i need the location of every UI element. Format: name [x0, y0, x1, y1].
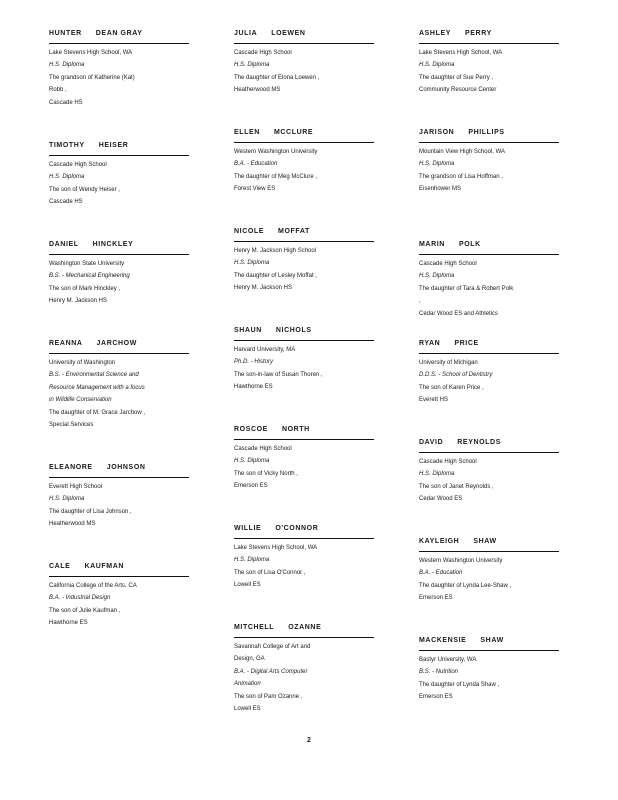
family-line: The daughter of Elona Loewen , — [234, 74, 320, 81]
school-line: University of Washington — [49, 360, 116, 366]
first-name: TIMOTHY — [49, 142, 85, 149]
first-name: RYAN — [419, 340, 441, 347]
school-line: University of Michigan — [419, 360, 478, 366]
graduate-entry — [49, 462, 189, 531]
last-name: NORTH — [281, 426, 310, 433]
degree-line-line: B.S. - Environmental Science and — [49, 372, 139, 379]
last-name: PERRY — [465, 30, 492, 37]
last-name: REYNOLDS — [457, 439, 501, 446]
degree-line: B.A. - Education — [419, 570, 463, 577]
last-name: LOEWEN — [271, 30, 306, 37]
family-line: The son of Lisa O'Connor , — [234, 569, 306, 576]
name-underline — [234, 340, 374, 341]
graduate-name — [49, 239, 189, 251]
degree-line-line: in Wildlife Conservation — [49, 397, 112, 404]
last-name: NICHOLS — [275, 327, 312, 334]
graduate-name — [49, 140, 189, 152]
last-name: PRICE — [454, 340, 479, 347]
name-underline — [419, 452, 559, 453]
name-underline — [419, 650, 559, 651]
school-line: Cascade High School — [49, 162, 107, 168]
school-line: Lake Stevens High School, WA — [234, 545, 318, 551]
graduate-entry — [234, 127, 374, 196]
home-line: Lowell ES — [234, 582, 261, 589]
graduate-name — [234, 523, 374, 535]
home-line: Emerson ES — [234, 483, 268, 490]
home-line: Henry M. Jackson HS — [234, 285, 293, 292]
page-number: 2 — [307, 737, 311, 744]
graduate-entry — [234, 28, 374, 97]
graduate-name — [234, 325, 374, 337]
first-name: MARIN — [419, 241, 445, 248]
graduate-entry — [234, 226, 374, 295]
graduate-name — [419, 239, 559, 251]
graduate-entry — [419, 536, 559, 605]
last-name: KAUFMAN — [84, 563, 125, 570]
home-line: Cedar Wood ES and Athletics — [419, 310, 498, 317]
graduate-entry — [234, 622, 374, 715]
graduate-name — [49, 338, 189, 350]
name-underline — [49, 155, 189, 156]
home-line: Eisenhower MS — [419, 186, 462, 193]
degree-line: H.S. Diploma — [419, 62, 455, 69]
graduate-entry — [234, 325, 374, 394]
first-name: NICOLE — [234, 228, 265, 235]
graduate-name — [419, 338, 559, 350]
first-name: DANIEL — [49, 241, 79, 248]
first-name: ELLEN — [234, 129, 260, 136]
school-line: Mountain View High School, WA — [419, 149, 506, 155]
home-line: Heatherwood MS — [49, 521, 96, 528]
home-line: Heatherwood MS — [234, 87, 281, 94]
last-name: MOFFAT — [278, 228, 310, 235]
degree-line: B.A. - Education — [234, 161, 278, 168]
home-line: Emerson ES — [419, 595, 453, 602]
home-line: Emerson ES — [419, 694, 453, 701]
last-name: JOHNSON — [106, 464, 146, 471]
graduate-entry — [49, 338, 189, 431]
graduate-entry — [49, 28, 189, 109]
graduate-entry — [234, 523, 374, 592]
home-line: Community Resource Center — [419, 87, 497, 94]
last-name: SHAW — [480, 637, 504, 644]
school-line: Everett High School — [49, 484, 103, 490]
name-underline — [234, 142, 374, 143]
family-line-line: Robb , — [49, 87, 67, 94]
family-line: The son of Mark Hinckley , — [49, 285, 121, 292]
school-line: Cascade High School — [419, 459, 477, 465]
first-name: ELEANORE — [49, 464, 93, 471]
first-name: DAVID — [419, 439, 444, 446]
home-line: Hawthorne ES — [49, 620, 88, 627]
family-line: The son-in-law of Susan Thoren , — [234, 371, 323, 378]
degree-line: H.S. Diploma — [234, 62, 270, 69]
last-name: SHAW — [473, 538, 497, 545]
family-line: The daughter of Lesley Moffat , — [234, 272, 317, 279]
name-underline — [419, 551, 559, 552]
family-line: The daughter of M. Grace Jarchow , — [49, 409, 146, 416]
degree-line: H.S. Diploma — [419, 273, 455, 280]
first-name: WILLIE — [234, 525, 262, 532]
school-line: Western Washington University — [419, 558, 503, 564]
family-line-line: The daughter of Tara & Robert Polk — [419, 285, 514, 292]
name-underline — [49, 576, 189, 577]
graduate-name — [419, 635, 559, 647]
home-line: Hawthorne ES — [234, 384, 273, 391]
name-underline — [234, 43, 374, 44]
home-line: Cascade HS — [49, 199, 83, 206]
degree-line-line: Resource Management with a focus — [49, 384, 145, 391]
family-line: The son of Julie Kaufman , — [49, 607, 121, 614]
graduate-entry — [419, 239, 559, 320]
graduate-name — [419, 536, 559, 548]
degree-line: B.S. - Nutrition — [419, 669, 459, 676]
graduate-name — [49, 462, 189, 474]
graduate-entry — [419, 437, 559, 506]
family-line: The grandson of Lisa Hoffman , — [419, 173, 503, 180]
home-line: Forest View ES — [234, 186, 276, 193]
last-name: OZANNE — [288, 624, 322, 631]
first-name: SHAUN — [234, 327, 262, 334]
degree-line: B.A. - Industrial Design — [49, 595, 111, 602]
name-underline — [49, 477, 189, 478]
name-underline — [234, 241, 374, 242]
degree-line: Ph.D. - History — [234, 359, 274, 366]
first-name: CALE — [49, 563, 71, 570]
family-line: The son of Pam Ozanne , — [234, 693, 303, 700]
first-name: MACKENSIE — [419, 637, 467, 644]
name-underline — [419, 353, 559, 354]
family-line: The daughter of Lynda Shaw , — [419, 681, 500, 688]
name-underline — [49, 353, 189, 354]
family-line: The son of Karen Price , — [419, 384, 484, 391]
degree-line: H.S. Diploma — [49, 62, 85, 69]
school-line-line: Savannah College of Art and — [234, 644, 311, 650]
family-line-line: , — [419, 298, 421, 305]
graduate-name — [234, 28, 374, 40]
degree-line-line: Animation — [234, 681, 261, 688]
degree-line: H.S. Diploma — [49, 174, 85, 181]
degree-line: H.S. Diploma — [234, 557, 270, 564]
school-line: Bastyr University, WA — [419, 657, 477, 663]
degree-line-line: B.A. - Digital Arts Computer — [234, 668, 308, 675]
degree-line — [49, 369, 189, 406]
home-line: Cedar Wood ES — [419, 496, 463, 503]
degree-line: B.S. - Mechanical Engineering — [49, 273, 130, 280]
graduate-entry — [49, 239, 189, 308]
school-line: Cascade High School — [419, 261, 477, 267]
home-line: Henry M. Jackson HS — [49, 298, 108, 305]
degree-line: H.S. Diploma — [234, 260, 270, 267]
home-line: Everett HS — [419, 397, 449, 404]
school-line: Lake Stevens High School, WA — [49, 50, 133, 56]
home-line: Cascade HS — [49, 99, 83, 106]
degree-line: D.D.S. - School of Dentistry — [419, 372, 493, 379]
degree-line: H.S. Diploma — [419, 161, 455, 168]
graduate-name — [419, 127, 559, 139]
degree-line: H.S. Diploma — [234, 458, 270, 465]
graduate-name — [419, 437, 559, 449]
degree-line: H.S. Diploma — [49, 496, 85, 503]
graduate-name — [49, 561, 189, 573]
graduate-entry — [419, 127, 559, 196]
name-underline — [234, 439, 374, 440]
last-name: MCCLURE — [273, 129, 314, 136]
degree-line: H.S. Diploma — [419, 471, 455, 478]
name-underline — [49, 43, 189, 44]
last-name: JARCHOW — [96, 340, 137, 347]
first-name: ASHLEY — [419, 30, 451, 37]
first-name: JULIA — [234, 30, 258, 37]
name-underline — [234, 538, 374, 539]
family-line — [419, 283, 559, 308]
name-underline — [419, 142, 559, 143]
school-line: Western Washington University — [234, 149, 318, 155]
graduate-entry — [419, 338, 559, 407]
graduate-name — [234, 622, 374, 634]
family-line: The son of Janet Reynolds , — [419, 483, 494, 490]
name-underline — [234, 637, 374, 638]
family-line: The daughter of Meg McClure , — [234, 173, 318, 180]
school-line: Cascade High School — [234, 50, 292, 56]
school-line: Cascade High School — [234, 446, 292, 452]
graduate-entry — [49, 561, 189, 630]
degree-line — [234, 666, 374, 691]
graduate-name — [234, 424, 374, 436]
first-name: HUNTER — [49, 30, 82, 37]
graduate-entry — [234, 424, 374, 493]
home-line: Special Services — [49, 422, 94, 429]
graduate-name — [234, 226, 374, 238]
last-name: HEISER — [98, 142, 129, 149]
school-line: Lake Stevens High School, WA — [419, 50, 503, 56]
last-name: POLK — [458, 241, 481, 248]
graduate-name — [49, 28, 189, 40]
family-line — [49, 72, 189, 97]
family-line: The daughter of Sue Perry , — [419, 74, 494, 81]
school-line — [234, 641, 374, 666]
school-line-line: Design, GA — [234, 656, 265, 663]
graduate-name — [419, 28, 559, 40]
name-underline — [49, 254, 189, 255]
school-line: Washington State University — [49, 261, 125, 267]
last-name: O'CONNOR — [275, 525, 319, 532]
family-line: The son of Wendy Heiser , — [49, 186, 120, 193]
name-underline — [419, 254, 559, 255]
family-line: The son of Vicky North , — [234, 470, 298, 477]
school-line: California College of the Arts, CA — [49, 583, 137, 589]
graduate-entry — [49, 140, 189, 209]
last-name: DEAN GRAY — [95, 30, 143, 37]
first-name: REANNA — [49, 340, 83, 347]
first-name: JARISON — [419, 129, 455, 136]
first-name: ROSCOE — [234, 426, 268, 433]
graduate-entry — [419, 28, 559, 97]
family-line: The daughter of Lisa Johnson , — [49, 508, 132, 515]
first-name: MITCHELL — [234, 624, 275, 631]
name-underline — [419, 43, 559, 44]
family-line: The daughter of Lynda Lee-Shaw , — [419, 582, 512, 589]
school-line: Harvard University, MA — [234, 347, 296, 353]
family-line-line: The grandson of Katherine (Kat) — [49, 74, 135, 81]
graduate-entry — [419, 635, 559, 704]
last-name: HINCKLEY — [92, 241, 134, 248]
home-line: Lowell ES — [234, 706, 261, 713]
last-name: PHILLIPS — [468, 129, 505, 136]
first-name: KAYLEIGH — [419, 538, 460, 545]
graduate-name — [234, 127, 374, 139]
school-line: Henry M. Jackson High School — [234, 248, 317, 254]
